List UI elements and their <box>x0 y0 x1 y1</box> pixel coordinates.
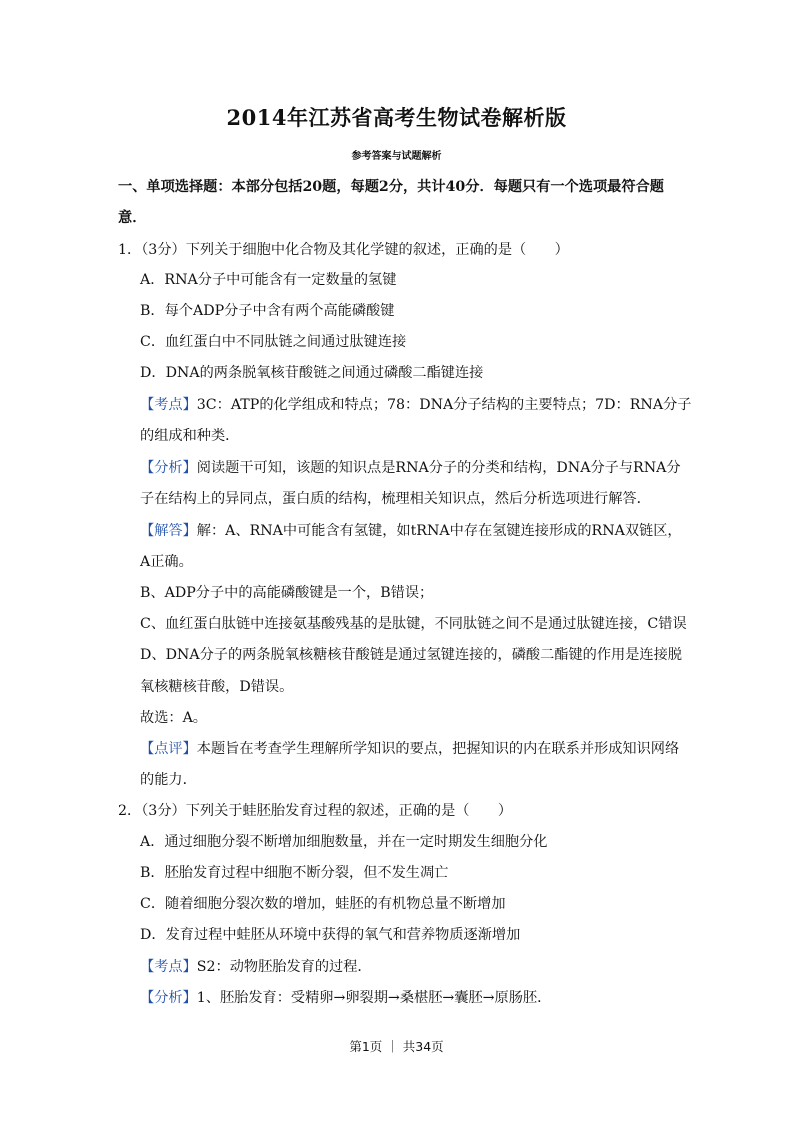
jieda-text: 解：A、RNA中可能含有氢键，如tRNA中存在氢键连接形成的RNA双链区， <box>196 523 682 539</box>
question-1-jieda-line-6: 氧核糖核苷酸，D错误。 <box>140 679 294 695</box>
question-1-option-b: B．每个ADP分子中含有两个高能磷酸键 <box>140 303 395 319</box>
fenxi-text: 1、胚胎发育：受精卵→卵裂期→桑椹胚→囊胚→原肠胚． <box>196 990 552 1006</box>
question-2-option-c: C．随着细胞分裂次数的增加，蛙胚的有机物总量不断增加 <box>140 896 506 912</box>
dianping-tag: 【点评】 <box>140 741 197 757</box>
question-1-dianping-cont: 的能力． <box>140 772 197 788</box>
question-1-kaodian <box>140 395 691 415</box>
dianping-text: 本题旨在考查学生理解所学知识的要点，把握知识的内在联系并形成知识网络 <box>196 741 680 757</box>
question-1-jieda-line-4: C、血红蛋白肽链中连接氨基酸残基的是肽键，不同肽链之间不是通过肽键连接，C错误 <box>140 616 687 632</box>
question-1-answer: 故选：A。 <box>140 710 207 726</box>
kaodian-text: S2：动物胚胎发育的过程． <box>196 959 372 975</box>
section-heading-line-1: 一、单项选择题：本部分包括20题，每题2分，共计40分．每题只有一个选项最符合题 <box>118 179 664 195</box>
question-1-option-c: C．血红蛋白中不同肽链之间通过肽键连接 <box>140 334 407 350</box>
fenxi-tag: 【分析】 <box>140 460 197 476</box>
question-1-dianping <box>140 739 679 759</box>
section-heading-line-2: 意． <box>118 210 147 226</box>
question-1-fenxi-cont: 子在结构上的异同点，蛋白质的结构，梳理相关知识点，然后分析选项进行解答． <box>140 491 651 507</box>
question-1-kaodian-cont: 的组成和种类． <box>140 428 240 444</box>
fenxi-tag: 【分析】 <box>140 990 197 1006</box>
page-footer: 第1页 ｜ 共34页 <box>349 1039 444 1054</box>
question-1-fenxi <box>140 458 681 478</box>
question-2-option-a: A．通过细胞分裂不断增加细胞数量，并在一定时期发生细胞分化 <box>140 834 548 850</box>
question-1-jieda-line-2: A正确。 <box>140 554 193 570</box>
fenxi-text: 阅读题干可知，该题的知识点是RNA分子的分类和结构，DNA分子与RNA分 <box>196 460 681 476</box>
question-1-option-d: D．DNA的两条脱氧核苷酸链之间通过磷酸二酯键连接 <box>140 365 484 381</box>
question-1-jieda-line-3: B、ADP分子中的高能磷酸键是一个，B错误； <box>140 585 434 601</box>
page-title: 2014年江苏省高考生物试卷解析版 <box>226 105 567 130</box>
question-2-stem: 2．（3分）下列关于蛙胚胎发育过程的叙述，正确的是（ ） <box>118 803 513 819</box>
question-1-jieda-line-5: D、DNA分子的两条脱氧核糖核苷酸链是通过氢键连接的，磷酸二酯键的作用是连接脱 <box>140 647 682 663</box>
kaodian-tag: 【考点】 <box>140 397 197 413</box>
question-1-stem: 1．（3分）下列关于细胞中化合物及其化学键的叙述，正确的是（ ） <box>118 242 569 258</box>
question-1-option-a: A．RNA分子中可能含有一定数量的氢键 <box>140 272 397 288</box>
kaodian-tag: 【考点】 <box>140 959 197 975</box>
question-2-kaodian <box>140 957 372 977</box>
question-1-jieda <box>140 521 682 541</box>
page-subtitle: 参考答案与试题解析 <box>351 151 442 162</box>
question-2-option-d: D．发育过程中蛙胚从环境中获得的氧气和营养物质逐渐增加 <box>140 927 521 943</box>
question-2-fenxi <box>140 988 551 1008</box>
question-2-option-b: B．胚胎发育过程中细胞不断分裂，但不发生凋亡 <box>140 865 449 881</box>
jieda-tag: 【解答】 <box>140 523 197 539</box>
kaodian-text: 3C：ATP的化学组成和特点；78：DNA分子结构的主要特点；7D：RNA分子 <box>196 397 692 413</box>
